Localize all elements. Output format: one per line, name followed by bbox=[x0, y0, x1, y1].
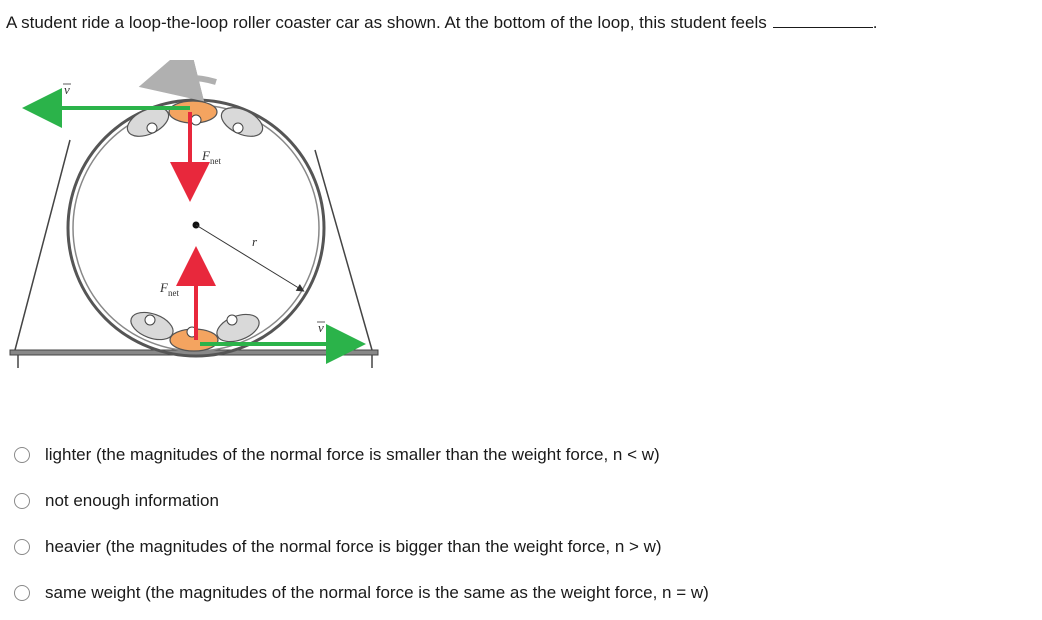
car-top-center bbox=[169, 101, 217, 125]
question-prompt: A student ride a loop-the-loop roller coaster car as shown. At the bottom of the loop, this student feels bbox=[6, 13, 767, 32]
radio-lighter[interactable] bbox=[14, 447, 30, 463]
fnet-label-bottom: $F_{net}$ bbox=[160, 280, 179, 298]
support-leg-left bbox=[15, 140, 70, 350]
direction-arrow bbox=[162, 78, 216, 82]
option-same-weight[interactable] bbox=[14, 570, 1014, 616]
option-lighter-label: lighter (the magnitudes of the normal force is smaller than the weight force, n < w) bbox=[45, 445, 660, 464]
radio-not-enough-info[interactable] bbox=[14, 493, 30, 509]
option-same-weight-label: same weight (the magnitudes of the normal force is the same as the weight force, n = w) bbox=[45, 583, 709, 602]
answer-options bbox=[14, 432, 1014, 616]
fnet-label-top: $F_{net}$ bbox=[202, 148, 221, 166]
velocity-label-top: v bbox=[64, 82, 70, 97]
option-not-enough-info[interactable] bbox=[14, 478, 1014, 524]
option-heavier[interactable] bbox=[14, 524, 1014, 570]
radio-same-weight[interactable] bbox=[14, 585, 30, 601]
loop-the-loop-diagram bbox=[0, 60, 400, 380]
velocity-label-bottom: v bbox=[318, 320, 324, 335]
radius-line bbox=[196, 225, 302, 290]
option-heavier-label: heavier (the magnitudes of the normal force is bigger than the weight force, n > w) bbox=[45, 537, 662, 556]
question-period: . bbox=[872, 13, 878, 32]
option-lighter[interactable] bbox=[14, 432, 1014, 478]
radius-label: r bbox=[252, 234, 258, 249]
answer-blank bbox=[773, 13, 873, 28]
question-text bbox=[6, 12, 877, 34]
radio-heavier[interactable] bbox=[14, 539, 30, 555]
option-not-enough-info-label: not enough information bbox=[45, 491, 219, 510]
